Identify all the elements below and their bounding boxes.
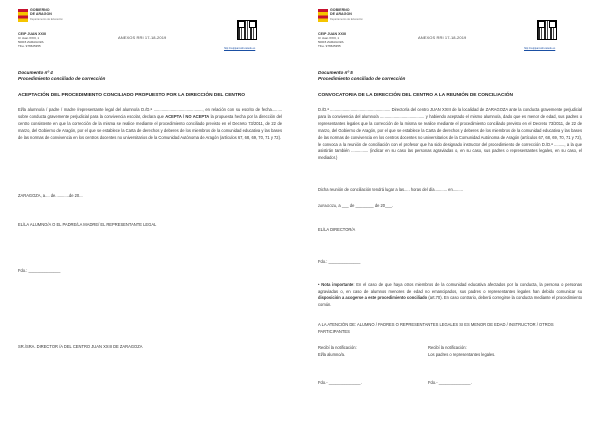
place-name: ZARAGOZA — [318, 204, 337, 208]
school-website-link[interactable]: http://ceipjuanxxiii.catedu.es — [224, 47, 256, 50]
school-name: CEIP JUAN XXIII — [18, 32, 46, 36]
addressee-footer: SR./SRA. DIRECTOR /A DEL CENTRO JUAN XXIII DE ZARAGOZA — [18, 344, 143, 349]
document-subtitle: Procedimiento conciliado de corrección — [18, 76, 106, 81]
place-date — [318, 203, 393, 208]
receipt-label: Recibí la notificación: — [428, 345, 467, 350]
signer-label: EL/LA ALUMNO/A O EL PADRE/LA MADRE/ EL REPRESENTANTE LEGAL — [18, 222, 157, 227]
convocation-paragraph: D./D.ª ..................................................... Director/a del centro JUAN XXIII de la localidad de ZARAGOZA ante la conducta gravemente perjudicial para la convivencia del alumno/a ....................................... y habiendo aceptado el mismo alumno/a, dado que es menor de edad, sus padres o representantes legales que la corrección de la misma se realice mediante el procedimiento conciliado previsto en el Decreto 73/2011, de 22 de marzo, del Gobierno de Aragón, por el que se establece la Carta de derechos y deberes de los miembros de la comunidad educativa y las bases de las normas de convivencia en los centros docentes no universitarios de la Comunidad Autónoma de Aragón (artículos 67, 68, 69, 70, 71 y 72), le convoca a la reunión de conciliación con el profesor que ha sido designado instructor del procedimiento de corrección D./D.ª ........., a la que asistirán también ............... (indicar en su caso las personas agraviadas o, en su caso, sus padres o representantes legales, en su caso, el mediador.) — [318, 107, 582, 161]
note-bold: disposición a acogerse a este procedimiento conciliado — [318, 295, 428, 300]
parents-recipient: Los padres o representantes legales. — [428, 352, 496, 357]
student-receipt — [318, 344, 357, 358]
note-text-start: : En el caso de que haya otros miembros de la comunidad educativa afectados por la conducta, la persona o personas agraviadas o, en caso de alumnos menores de edad no emancipados, sus padres o representantes legales han debido comunicar su — [318, 282, 583, 294]
date-blank: , a ___ de ________ de 20___. — [336, 203, 394, 208]
note-text-end: (art.70). En caso contrario, deberá corregirse la conducta mediante el procedimiento común. — [318, 295, 582, 307]
school-city: 50015 ZARAGOZA — [18, 39, 44, 44]
acceptance-text-start: El/la alumno/a / padre / madre /representante legal del alumno/a D./D.ª ..........................................., en relación con su escrito de fecha......... sobre conducta gravemente perjudicial para la convivencia escolar, declara que — [18, 107, 282, 119]
parents-signature-field: Fdo.- ______________. — [428, 380, 472, 385]
document-title: CONVOCATORIA DE LA DIRECCIÓN DEL CENTRO A LA REUNIÓN DE CONCILIACIÓN — [318, 93, 513, 98]
anexos-header: ANEXOS RRI 17-18-2019 — [118, 35, 167, 40]
meeting-details: Dicha reunión de conciliación tendrá lugar a las..... horas del día........... en......... — [318, 187, 463, 192]
signature-field: Fdo.: ______________ — [318, 259, 361, 264]
receipt-label: Recibí la notificación: — [318, 345, 357, 350]
school-phone: Tfno. 976525355 — [18, 43, 41, 48]
note-label: Nota importante — [321, 282, 354, 287]
accept-choice: ACEPTA / NO ACEPTA — [165, 113, 210, 119]
school-phone: Tfno. 976525355 — [318, 43, 341, 48]
gobierno-aragon-logo — [318, 8, 363, 24]
school-info — [18, 33, 46, 49]
document-number: Documento nº 4 — [18, 70, 53, 75]
attention-line: A LA ATENCIÓN DE: ALUMNO / PADRES O REPRESENTANTES LEGALES SI ES MENOR DE EDAD / INSTRUCTOR / OTROS PARTICIPANTES — [318, 322, 554, 334]
acceptance-paragraph — [18, 107, 282, 142]
aragon-flag-icon — [318, 9, 328, 22]
school-info — [318, 33, 346, 49]
school-address: C/ Juan XXIII, 1 — [318, 35, 340, 40]
acceptance-text-end: la propuesta hecha por la dirección del centro consistente en que la corrección de la misma se realice mediante el procedimiento conciliado previsto en el Decreto 73/2011, de 22 de marzo, del Gobierno de Aragón, por el que se establece la Carta de derechos y deberes de los miembros de la comunidad educativa y las bases de las normas de convivencia en los centros docentes no universitarios de la Comunidad Autónoma de Aragón (artículos 67, 68, 69, 70, 71 y 72). — [18, 113, 282, 140]
student-signature-field: Fdo.- ______________. — [318, 380, 362, 385]
qr-code-icon — [537, 20, 557, 40]
qr-code-icon — [237, 20, 257, 40]
document-number: Documento nº 5 — [318, 70, 353, 75]
school-name: CEIP JUAN XXIII — [318, 32, 346, 36]
school-website-link[interactable]: http://ceipjuanxxiii.catedu.es — [524, 47, 556, 50]
aragon-flag-icon — [18, 9, 28, 22]
school-address: C/ Juan XXIII, 1 — [18, 35, 40, 40]
signer-label: EL/LA DIRECTOR/A — [318, 227, 356, 232]
logo-department: Departamento de Educación — [330, 18, 363, 21]
document-page-5 — [300, 0, 600, 424]
important-note: • Nota importante: En el caso de que haya otros miembros de la comunidad educativa afectados por la conducta, la persona o personas agraviadas o, en caso de alumnos menores de edad no emancipados, sus padres o representantes legales han debido comunicar su disposición a acogerse a este procedimiento conciliado (art.70). En caso contrario, deberá corregirse la conducta mediante el procedimiento común. — [318, 282, 583, 307]
logo-department: Departamento de Educación — [30, 18, 63, 21]
document-title: ACEPTACIÓN DEL PROCEDIMIENTO CONCILIADO PROPUESTO POR LA DIRECCIÓN DEL CENTRO — [18, 93, 245, 98]
parents-receipt — [428, 344, 495, 358]
signature-field: Fdo.: ______________ — [18, 268, 61, 273]
logo-text: GOBIERNO DE ARAGON — [330, 8, 352, 16]
student-recipient: El/la alumno/a. — [318, 352, 346, 357]
place-date: ZARAGOZA, a.... de............de 20... — [18, 193, 83, 198]
document-subtitle: Procedimiento conciliado de corrección — [318, 76, 406, 81]
gobierno-aragon-logo — [18, 8, 63, 24]
school-city: 50015 ZARAGOZA — [318, 39, 344, 44]
anexos-header: ANEXOS RRI 17-18-2019 — [418, 35, 467, 40]
logo-text: GOBIERNO DE ARAGON — [30, 8, 52, 16]
